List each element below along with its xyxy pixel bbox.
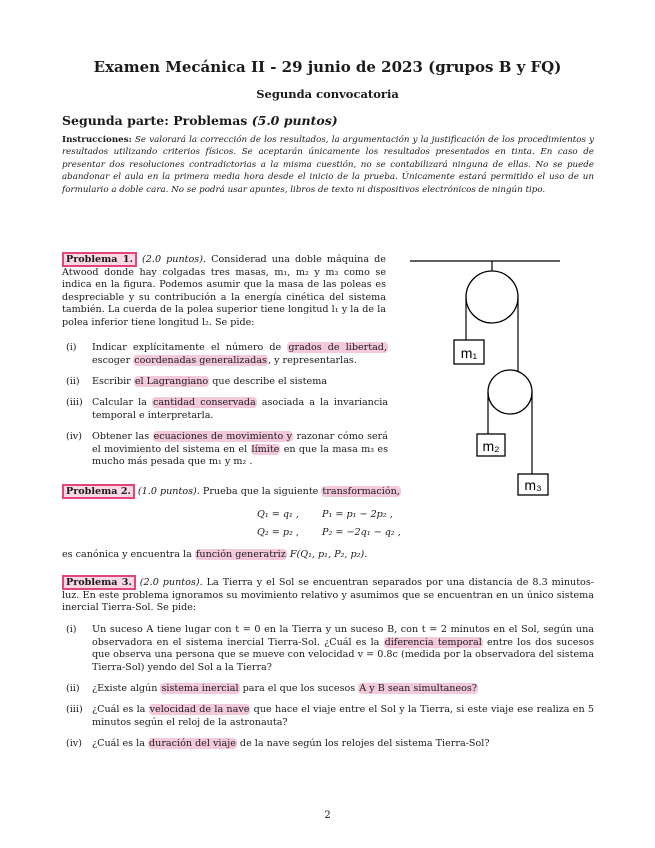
item-text: ¿Cuál es la [92, 738, 148, 749]
highlight: el Lagrangiano [134, 376, 209, 387]
lower-pulley [488, 370, 532, 414]
problem-1-intro-text: Considerad una doble máquina de Atwood donde hay colgadas tres masas, m₁, m₂ y m₃ como se indica en la figura. Podemos asumir que la masa de las poleas es despreciable y su contribución a la energía cinética del sistema también. La cuerda de la polea superior tiene longitud l₁ y la de la polea inferior tiene longitud l₂. Se pide: [62, 254, 386, 328]
part-heading [62, 113, 338, 128]
instructions [62, 134, 594, 196]
item-number: (i) [66, 342, 77, 353]
item-text: Escribir [92, 376, 134, 387]
item-number: (iv) [66, 738, 82, 749]
problem-3-points: (2.0 puntos). [139, 577, 203, 588]
item-text: Calcular la [92, 397, 152, 408]
item-number: (i) [66, 624, 77, 635]
instructions-label: Instrucciones: [62, 135, 132, 145]
problem-3-label: Problema 3. [62, 575, 136, 590]
item-number: (iii) [66, 397, 83, 408]
mass-m2-label: m₂ [482, 438, 500, 454]
problem-2-intro [62, 486, 402, 499]
page-number: 2 [324, 810, 331, 821]
highlight: cantidad conservada [152, 397, 256, 408]
item-number: (iii) [66, 704, 83, 715]
highlight: sistema inercial [161, 683, 239, 694]
item-text: que describe el sistema [209, 376, 328, 387]
item-text: para el que los sucesos [239, 683, 359, 694]
problem-2-label: Problema 2. [62, 484, 135, 499]
eq-P2: P₂ = −2q₁ − q₂ , [322, 527, 401, 538]
item-number: (ii) [66, 683, 80, 694]
part-heading-text: Segunda parte: Problemas [62, 113, 248, 128]
highlight: coordenadas generalizadas [134, 354, 267, 366]
exam-title: Examen Mecánica II - 29 junio de 2023 (grupos B y FQ) [93, 58, 562, 76]
highlight: diferencia temporal [384, 636, 482, 648]
highlight: ecuaciones de movimiento y [153, 431, 293, 442]
item-text: que hace el viaje entre el Sol y la Tierra, si este viaje ese realiza en 5 minutos según el reloj de la astronauta? [92, 704, 594, 728]
problem-2-intro-highlight: transformación, [322, 486, 400, 497]
item-text: asociada a la invariancia temporal e interpretarla. [92, 397, 389, 421]
highlight: duración del viaje [149, 738, 236, 749]
eq-P1: P₁ = p₁ − 2p₂ , [322, 509, 393, 520]
item-text: Obtener las [92, 431, 153, 442]
exam-subtitle: Segunda convocatoria [256, 87, 399, 101]
item-text: Un suceso A tiene lugar con t = 0 en la Tierra y un suceso B, con t = 2 minutos en el Sol, según una observadora en el sistema inercial Tierra-Sol. ¿Cuál es la [92, 624, 594, 648]
problem-3-intro [62, 577, 594, 615]
item-text: ¿Existe algún [92, 683, 161, 694]
item-number: (iv) [66, 431, 82, 442]
item-text: ¿Cuál es la [92, 704, 149, 715]
item-text: razonar cómo será el movimiento del sistema en el [92, 431, 388, 455]
highlight: velocidad de la nave [149, 704, 250, 715]
item-text: de la nave según los relojes del sistema Tierra-Sol? [236, 738, 490, 749]
problem-2-intro-text: Prueba que la siguiente [202, 486, 322, 497]
item-text: Indicar explícitamente el número de [92, 342, 288, 353]
atwood-figure [400, 248, 570, 498]
problem-2-outro [62, 549, 462, 562]
problem-1-points: (2.0 puntos). [142, 254, 207, 265]
problem-2-outro-text: es canónica y encuentra la [62, 549, 195, 560]
highlight: límite [251, 443, 280, 455]
instructions-text: Se valorará la corrección de los resultados, la argumentación y la justificación de los procedimientos y resultados utilizando criterios físicos. Se aceptarán únicamente los resultados presentados en tinta. En caso de presentar dos resoluciones contradictorias a la misma cuestión, no se contabilizará ninguna de ellas. No se puede abandonar el aula en la primera media hora desde el inicio de la prueba. Únicamente estará permitido el uso de un formulario a doble cara. No se podrá usar apuntes, libros de texto ni dispositivos electrónicos de ningún tipo. [62, 135, 594, 195]
eq-Q1: Q₁ = q₁ , [257, 509, 299, 520]
mass-m3-label: m₃ [524, 477, 542, 493]
problem-3-intro-text: La Tierra y el Sol se encuentran separados por una distancia de 8.3 minutos-luz. En este problema ignoramos su movimiento relativo y asumimos que se encuentran en un único sistema inercial Tierra-Sol. Se pide: [62, 577, 594, 614]
item-text: escoger [92, 354, 134, 366]
item-number: (ii) [66, 376, 80, 387]
problem-2-outro-end: F(Q₁, p₁, P₂, p₂). [286, 549, 368, 560]
item-text: entre los dos sucesos que observa una persona que se mueve con velocidad v = 0.8c (medida por la observadora del sistema Tierra-Sol) yendo del Sol a la Tierra? [92, 636, 594, 673]
problem-1-label: Problema 1. [62, 252, 137, 267]
problem-2-outro-highlight: función generatriz [195, 549, 286, 560]
problem-1-intro [62, 254, 386, 330]
item-text: , y representarlas. [267, 354, 357, 366]
part-points: (5.0 puntos) [251, 113, 338, 128]
upper-pulley [466, 271, 518, 323]
highlight: A y B sean simultaneos? [359, 683, 478, 694]
eq-Q2: Q₂ = p₂ , [257, 527, 299, 538]
item-text: en que la masa m₃ es mucho más pesada que m₁ y m₂ . [92, 443, 388, 468]
highlight: grados de libertad, [288, 342, 387, 353]
problem-2-points: (1.0 puntos). [137, 486, 200, 497]
mass-m1-label: m₁ [460, 345, 478, 361]
